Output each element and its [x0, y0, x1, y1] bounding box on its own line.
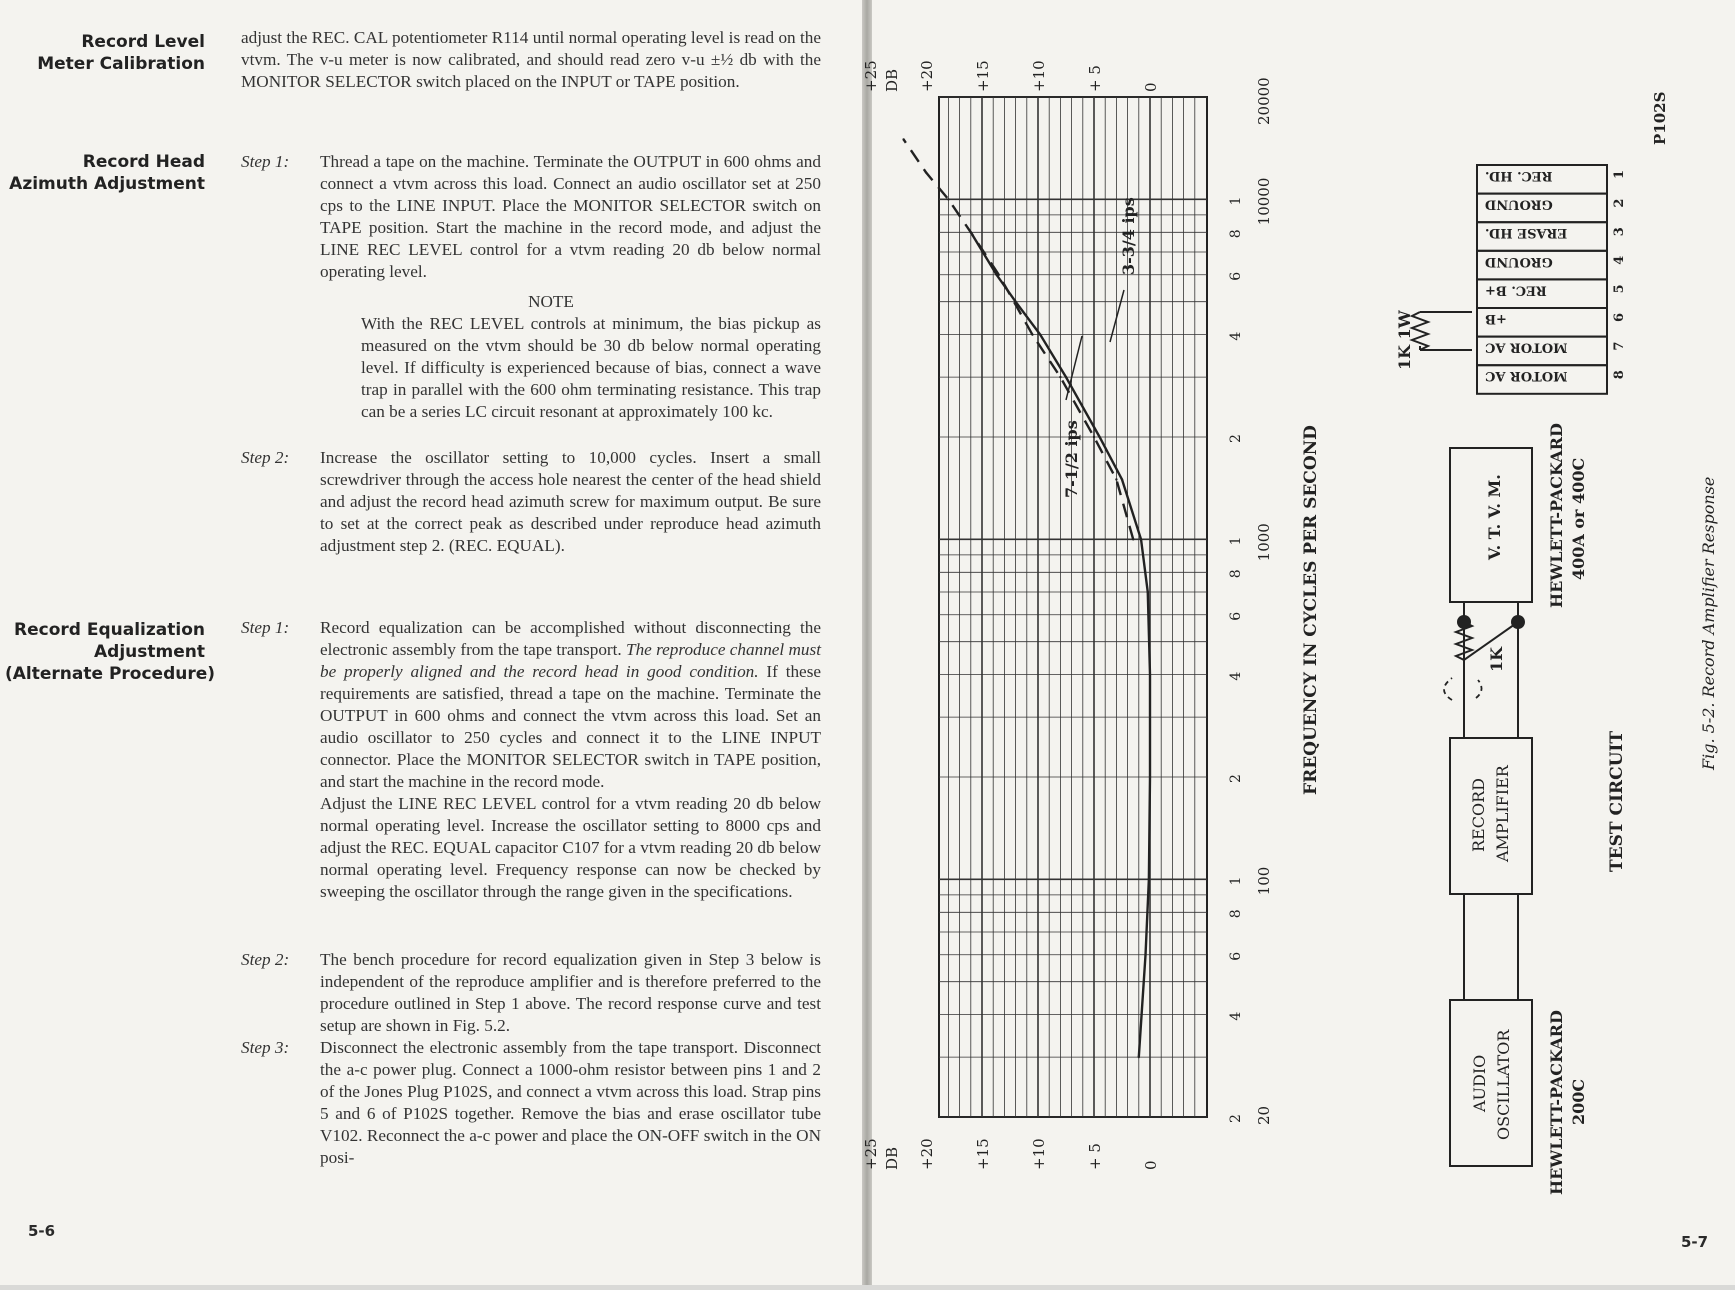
freq-minor-tick-label: 8: [1228, 569, 1244, 579]
freq-major-label: 1000: [1255, 523, 1273, 562]
step-label: Step 2:: [241, 448, 290, 467]
series-point: [1144, 954, 1146, 956]
db-tick-label-bottom: +20: [918, 1138, 936, 1170]
audio-oscillator-box: [1450, 1000, 1532, 1166]
db-tick-label-top: +10: [1030, 60, 1048, 92]
freq-minor-tick-label: 1: [1228, 196, 1244, 206]
series-point: [1138, 1056, 1140, 1058]
oscillator-model: 200C: [1569, 1078, 1588, 1125]
db-tick-label-top: 0: [1142, 82, 1160, 92]
freq-major-label: 20: [1255, 1105, 1273, 1125]
db-axis-label-bottom: DB: [883, 1146, 901, 1170]
series-point: [1039, 333, 1041, 335]
freq-minor-tick-label: 8: [1228, 909, 1244, 919]
resistor-label: 1K: [1487, 646, 1506, 672]
jones-plug-pin-label: GROUND: [1485, 196, 1553, 212]
jones-plug-pin-number: 8: [1612, 370, 1627, 380]
freq-minor-tick-label: 8: [1228, 229, 1244, 239]
heading-record-equalization: Record Equalization Adjustment (Alternate Procedure): [5, 620, 216, 684]
heading-azimuth: Record Head Azimuth Adjustment: [9, 152, 205, 194]
azimuth-step-2: [241, 447, 821, 557]
azimuth-note: [241, 291, 821, 423]
series-point: [1132, 538, 1134, 540]
left-page: [0, 0, 862, 1285]
jones-plug-pin-number: 4: [1612, 255, 1627, 265]
amplifier-label: RECORD: [1469, 778, 1488, 852]
load-resistor-symbol: [1412, 312, 1428, 350]
db-tick-label-bottom: 0: [1142, 1160, 1160, 1170]
db-tick-label-bottom: +10: [1030, 1138, 1048, 1170]
series-point: [1121, 478, 1123, 480]
record-amplifier-box: [1450, 738, 1532, 894]
note-text: With the REC LEVEL controls at minimum, the bias pickup as measured on the vtvm should be 30 db below normal operating level. If difficulty is experienced because of bias, connect a wave trap in parallel with the 600 ohm terminating resistance. This trap can be a series LC circuit resonant at approximately 100 kc.: [361, 314, 821, 421]
freq-minor-tick-label: 6: [1228, 611, 1244, 621]
azimuth-step-1: [241, 151, 821, 283]
series-point: [1115, 478, 1117, 480]
step-text: Increase the oscillator setting to 10,000 cycles. Insert a small screwdriver through the access hole nearest the center of the head shield and adjust the record head azimuth screw for maximum output. Be sure to set at the correct peak as described under reproduce head azimuth adjustment step 2. (REC. EQUAL).: [320, 448, 821, 555]
freq-minor-tick-label: 4: [1228, 331, 1244, 341]
jones-plug-pin-number: 6: [1612, 312, 1627, 322]
jones-plug-pin-number: 1: [1612, 169, 1627, 179]
vtvm-model: 400A or 400C: [1569, 457, 1588, 580]
right-page: [862, 0, 1735, 1285]
freq-minor-tick-label: 4: [1228, 671, 1244, 681]
step-label: Step 3:: [241, 1038, 290, 1057]
test-circuit-title: TEST CIRCUIT: [1607, 730, 1627, 872]
equalization-step-3: [241, 1037, 821, 1169]
series-point: [902, 138, 904, 140]
terminal-dot: [1511, 615, 1525, 629]
step-label: Step 1:: [241, 152, 290, 171]
note-title: NOTE: [528, 292, 574, 311]
series-point: [1059, 376, 1061, 378]
equalization-step-2: [241, 949, 821, 1037]
series-point: [1065, 376, 1067, 378]
jones-plug-pin-label: REC. HD.: [1485, 168, 1553, 183]
step-text: Record equalization can be accomplished without disconnecting the electronic assembly from the tape transport. The reproduce channel must be properly aligned and the record head in good condition. If these requirements are satisfied, thread a tape on the machine. Terminate the OUTPUT in 600 ohms and connect the vtvm across this load. Set an audio oscillator to 250 cycles and connect it to the LINE INPUT connector. Place the MONITOR SELECTOR switch in TAPE position, and start the machine in the record mode. Adjust the LINE REC LEVEL control for a vtvm reading 20 db below normal operating level. Increase the oscillator setting to 8000 cps and adjust the REC. EQUAL capacitor C107 for a vtvm reading 20 db below normal operating level. Frequency response can now be checked by sweeping the oscillator through the range given in the specifications.: [320, 618, 822, 901]
db-tick-label-top: + 5: [1086, 65, 1104, 92]
page-number: 5-7: [1681, 1233, 1709, 1251]
jones-plug-pin-label: MOTOR AC: [1485, 339, 1568, 355]
terminal-dot: [1457, 615, 1471, 629]
plot-frame: [939, 97, 1207, 1117]
series-point: [1140, 538, 1142, 540]
book-gutter: [862, 0, 872, 1285]
freq-major-label: 20000: [1255, 77, 1273, 125]
db-tick-label-top: +25: [862, 60, 880, 92]
step-text: Disconnect the electronic assembly from the tape transport. Disconnect the a-c power plug. Connect a 1000-ohm resistor between pins 1 and 2 of the Jones Plug P102S, and connect a vtvm across this load. Strap pins 5 and 6 of P102S together. Remove the bias and erase oscillator tube V102. Reconnect the a-c power and place the ON-OFF switch in the ON posi-: [320, 1038, 821, 1167]
step-text: The bench procedure for record equalization given in Step 3 below is independent of the reproduce amplifier and is therefore preferred to the procedure outlined in Step 1 above. The record response curve and test setup are shown in Fig. 5.2.: [320, 950, 821, 1035]
freq-minor-tick-label: 2: [1228, 774, 1244, 783]
series-point: [1148, 878, 1150, 880]
series-point: [1149, 673, 1151, 675]
load-resistor-label: 1K 1W: [1395, 310, 1414, 370]
jones-plug-pin-label: GROUND: [1485, 253, 1553, 269]
vtvm-label: V. T. V. M.: [1485, 474, 1504, 560]
db-axis-label-top: DB: [883, 68, 901, 92]
series-point: [998, 274, 1000, 276]
freq-major-label: 10000: [1255, 177, 1273, 226]
freq-minor-tick-label: 6: [1228, 951, 1244, 961]
leader-line: [1110, 290, 1124, 342]
figure-caption: Fig. 5-2. Record Amplifier Response: [1699, 476, 1718, 770]
test-circuit: [1395, 92, 1718, 1195]
freq-axis-title: FREQUENCY IN CYCLES PER SECOND: [1301, 425, 1321, 795]
db-tick-label-top: +15: [974, 60, 992, 92]
series-point: [1093, 436, 1095, 438]
jones-plug-pin-label: ERASE HD.: [1485, 225, 1568, 241]
step-text: Thread a tape on the machine. Terminate the OUTPUT in 600 ohms and connect a vtvm across this load. Connect an audio oscillator set at 250 cps to the LINE INPUT. Place the MONITOR SELECTOR switch on TAPE position. Start the machine in the record mode, and adjust the LINE REC LEVEL control for a vtvm reading 20 db below normal operating level.: [320, 152, 821, 281]
jones-plug-pin-number: 3: [1612, 227, 1627, 237]
vtvm-maker: HEWLETT-PACKARD: [1547, 423, 1566, 608]
db-tick-label-top: +20: [918, 60, 936, 92]
series-point: [1147, 591, 1149, 593]
amplifier-label: AMPLIFIER: [1493, 765, 1512, 862]
freq-minor-tick-label: 4: [1228, 1011, 1244, 1021]
oscillator-label: OSCILLATOR: [1494, 1029, 1513, 1140]
curve-label-3-75-ips: 3-3/4 ips: [1119, 197, 1138, 275]
jones-plug-name: P102S: [1651, 91, 1669, 145]
db-tick-label-bottom: +25: [862, 1138, 880, 1170]
chart-grid: [939, 97, 1207, 1117]
figure-5-2: [862, 0, 1735, 1285]
heading-record-level: Record Level Meter Calibration: [37, 32, 205, 74]
db-tick-label-bottom: + 5: [1086, 1143, 1104, 1170]
series-point: [1098, 436, 1100, 438]
series-point: [925, 171, 927, 173]
oscillator-maker: HEWLETT-PACKARD: [1547, 1010, 1566, 1195]
step-label: Step 1:: [241, 618, 290, 637]
page-number: 5-6: [28, 1222, 56, 1240]
db-tick-label-bottom: +15: [974, 1138, 992, 1170]
shield-symbol: [1444, 678, 1482, 700]
series-point: [947, 198, 949, 200]
jones-plug-pin-number: 5: [1612, 284, 1627, 294]
oscillator-label: AUDIO: [1470, 1054, 1489, 1112]
curve-label-7-5-ips: 7-1/2 ips: [1062, 420, 1081, 498]
series-point: [970, 231, 972, 233]
jones-plug-pin-number: 7: [1612, 341, 1627, 351]
jones-plug-pin-label: REC. B+: [1485, 282, 1547, 298]
jones-plug-pin-number: 2: [1612, 198, 1627, 208]
freq-minor-tick-label: 2: [1228, 1114, 1244, 1123]
jones-plug-pin-label: +B: [1485, 311, 1507, 326]
freq-minor-tick-label: 1: [1228, 876, 1244, 886]
freq-minor-tick-label: 1: [1228, 536, 1244, 546]
step-label: Step 2:: [241, 950, 290, 969]
freq-minor-tick-label: 2: [1228, 434, 1244, 443]
freq-minor-tick-label: 6: [1228, 271, 1244, 281]
freq-major-label: 100: [1255, 866, 1273, 896]
equalization-step-1: [241, 617, 821, 903]
record-level-paragraph: adjust the REC. CAL potentiometer R114 until normal operating level is read on the vtvm. The v-u meter is now calibrated, and should read zero v-u ±½ db with the MONITOR SELECTOR switch placed on the INPUT or TAPE position.: [241, 28, 821, 91]
series-point: [1031, 333, 1033, 335]
jones-plug-pin-label: MOTOR AC: [1485, 368, 1568, 384]
series-point: [1149, 776, 1151, 778]
